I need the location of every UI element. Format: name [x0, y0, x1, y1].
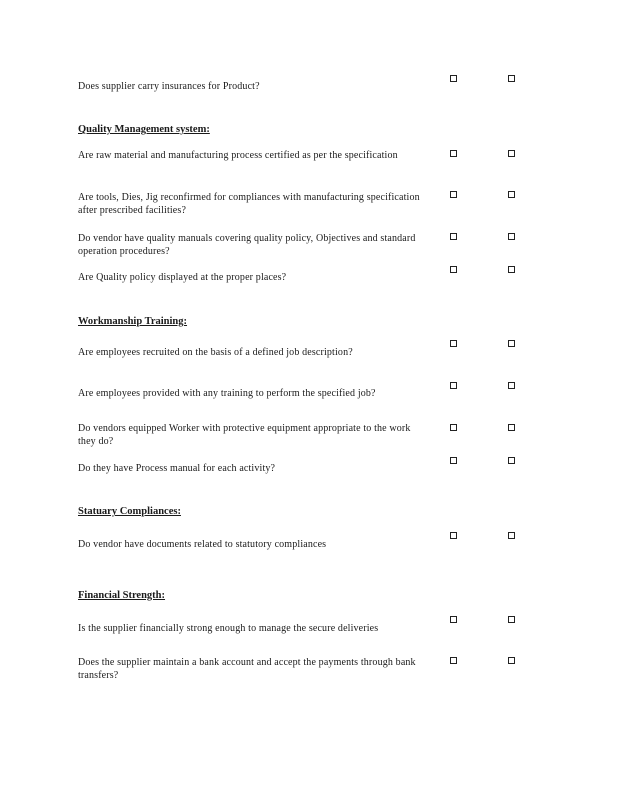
checkbox-protective-yes[interactable] — [450, 424, 457, 431]
checkbox-recruited-yes[interactable] — [450, 340, 457, 347]
checkbox-protective-no[interactable] — [508, 424, 515, 431]
checkbox-process-manual-yes[interactable] — [450, 457, 457, 464]
question-tools: Are tools, Dies, Jig reconfirmed for compliances with manufacturing specification after prescribed facilities? — [78, 192, 420, 216]
checkbox-quality-manuals-no[interactable] — [508, 233, 515, 240]
checkbox-tools-yes[interactable] — [450, 191, 457, 198]
section-heading-workmanship: Workmanship Training: — [78, 316, 188, 327]
checkbox-bank-account-yes[interactable] — [450, 657, 457, 664]
question-training: Are employees provided with any training to perform the specified job? — [78, 388, 376, 399]
checkbox-bank-account-no[interactable] — [508, 657, 515, 664]
question-raw-material: Are raw material and manufacturing process certified as per the specification — [78, 150, 398, 161]
checkbox-statutory-no[interactable] — [508, 532, 515, 539]
section-heading-financial: Financial Strength: — [78, 590, 166, 601]
question-recruited: Are employees recruited on the basis of a defined job description? — [78, 347, 353, 358]
checkbox-training-no[interactable] — [508, 382, 515, 389]
question-insurance: Does supplier carry insurances for Product? — [78, 81, 260, 92]
checkbox-statutory-yes[interactable] — [450, 532, 457, 539]
section-heading-statutory: Statuary Compliances: — [78, 506, 181, 517]
checkbox-insurance-no[interactable] — [508, 75, 515, 82]
checkbox-raw-material-no[interactable] — [508, 150, 515, 157]
checkbox-policy-displayed-yes[interactable] — [450, 266, 457, 273]
checkbox-quality-manuals-yes[interactable] — [450, 233, 457, 240]
checkbox-raw-material-yes[interactable] — [450, 150, 457, 157]
question-process-manual: Do they have Process manual for each activity? — [78, 463, 276, 474]
checkbox-process-manual-no[interactable] — [508, 457, 515, 464]
question-quality-manuals: Do vendor have quality manuals covering quality policy, Objectives and standard operation procedures? — [78, 233, 416, 257]
question-statutory-documents: Do vendor have documents related to statutory compliances — [78, 539, 327, 550]
checkbox-recruited-no[interactable] — [508, 340, 515, 347]
checkbox-tools-no[interactable] — [508, 191, 515, 198]
question-bank-account: Does the supplier maintain a bank account and accept the payments through bank transfers? — [78, 657, 416, 681]
question-policy-displayed: Are Quality policy displayed at the proper places? — [78, 272, 287, 283]
section-heading-quality: Quality Management system: — [78, 124, 210, 135]
checkbox-insurance-yes[interactable] — [450, 75, 457, 82]
checkbox-financially-strong-yes[interactable] — [450, 616, 457, 623]
checkbox-policy-displayed-no[interactable] — [508, 266, 515, 273]
question-financially-strong: Is the supplier financially strong enough to manage the secure deliveries — [78, 623, 379, 634]
checkbox-training-yes[interactable] — [450, 382, 457, 389]
checkbox-financially-strong-no[interactable] — [508, 616, 515, 623]
question-protective-equipment: Do vendors equipped Worker with protective equipment appropriate to the work they do? — [78, 423, 411, 447]
